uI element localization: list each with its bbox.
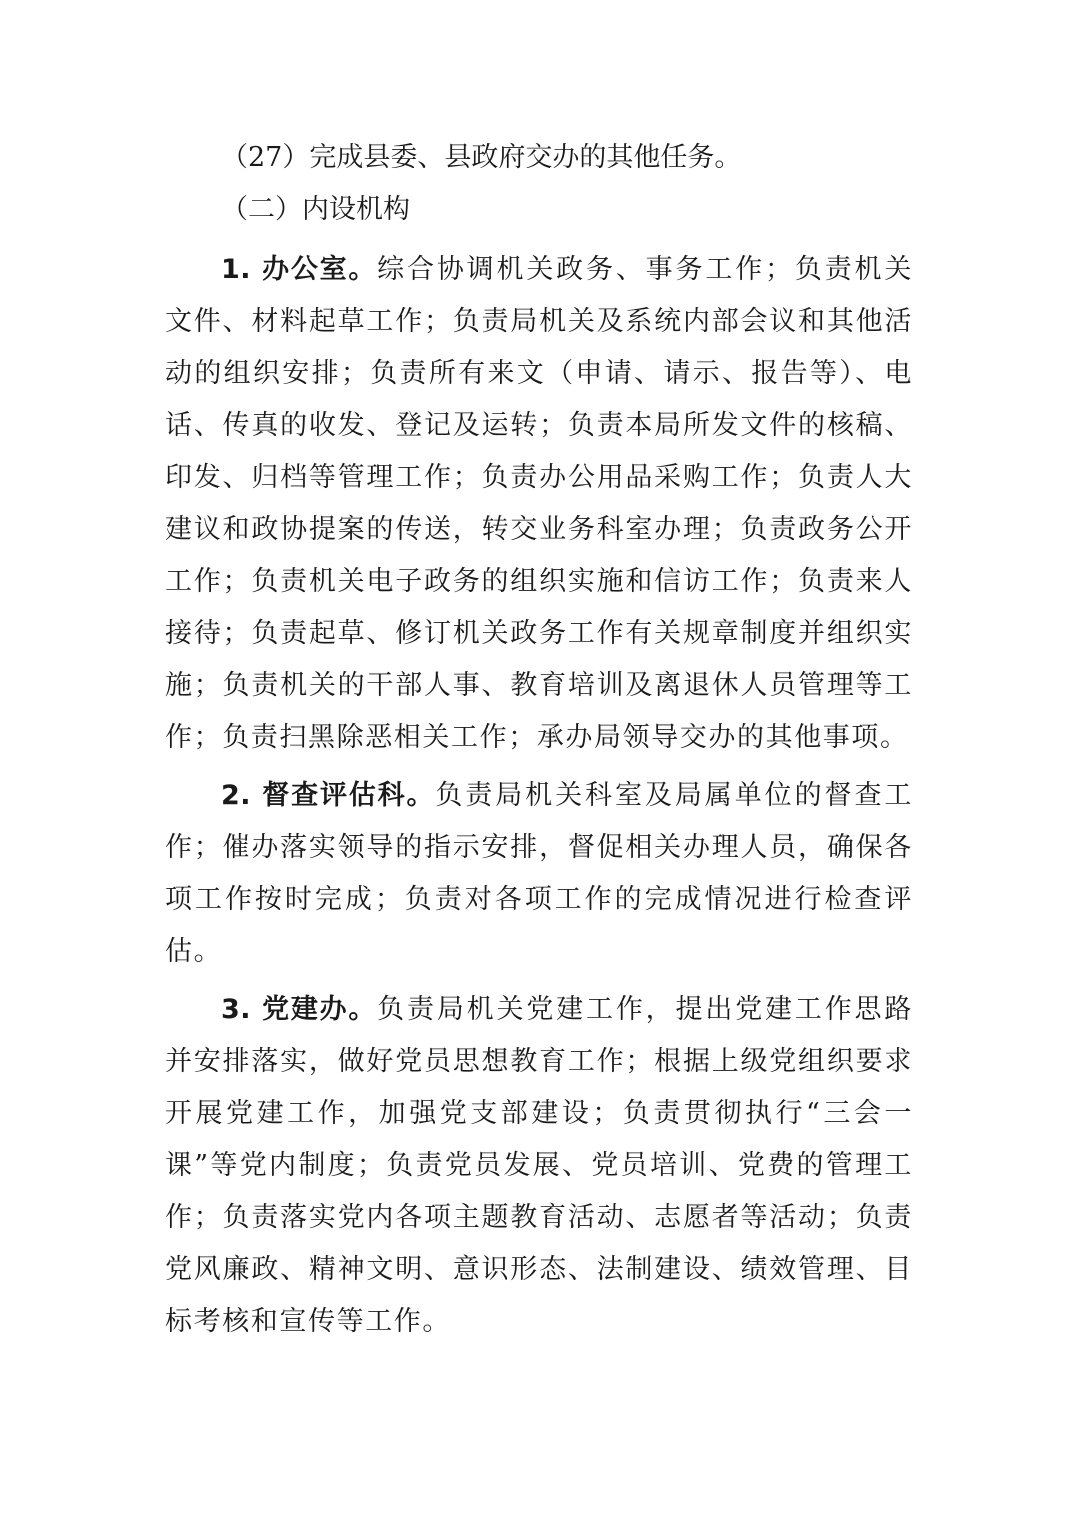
unit-supervision-paragraph bbox=[165, 770, 913, 978]
unit-party-title: 3. 党建办。 bbox=[221, 994, 378, 1025]
unit-party-paragraph bbox=[165, 984, 913, 1348]
unit-office-paragraph bbox=[165, 244, 913, 764]
unit-supervision-body: 负责局机关科室及局属单位的督查工作；催办落实领导的指示安排，督促相关办理人员，确保各项工作按时完成；负责对各项工作的完成情况进行检查评估。 bbox=[165, 780, 913, 967]
unit-supervision-title: 2. 督查评估科。 bbox=[221, 780, 436, 811]
document-page bbox=[165, 132, 913, 1348]
section-heading: （二）内设机构 bbox=[221, 194, 410, 225]
list-item-27: （27）完成县委、县政府交办的其他任务。 bbox=[221, 142, 742, 173]
unit-office-title: 1. 办公室。 bbox=[221, 254, 378, 285]
unit-office-body: 综合协调机关政务、事务工作；负责机关文件、材料起草工作；负责局机关及系统内部会议和其他活动的组织安排；负责所有来文（申请、请示、报告等）、电话、传真的收发、登记及运转；负责本局所发文件的核稿、印发、归档等管理工作；负责办公用品采购工作；负责人大建议和政协提案的传送，转交业务科室办理；负责政务公开工作；负责机关电子政务的组织实施和信访工作；负责来人接待；负责起草、修订机关政务工作有关规章制度并组织实施；负责机关的干部人事、教育培训及离退休人员管理等工作；负责扫黑除恶相关工作；承办局领导交办的其他事项。 bbox=[165, 254, 913, 753]
unit-party-body: 负责局机关党建工作，提出党建工作思路并安排落实，做好党员思想教育工作；根据上级党组织要求开展党建工作，加强党支部建设；负责贯彻执行“三会一课”等党内制度；负责党员发展、党员培训、党费的管理工作；负责落实党内各项主题教育活动、志愿者等活动；负责党风廉政、精神文明、意识形态、法制建设、绩效管理、目标考核和宣传等工作。 bbox=[165, 994, 913, 1337]
